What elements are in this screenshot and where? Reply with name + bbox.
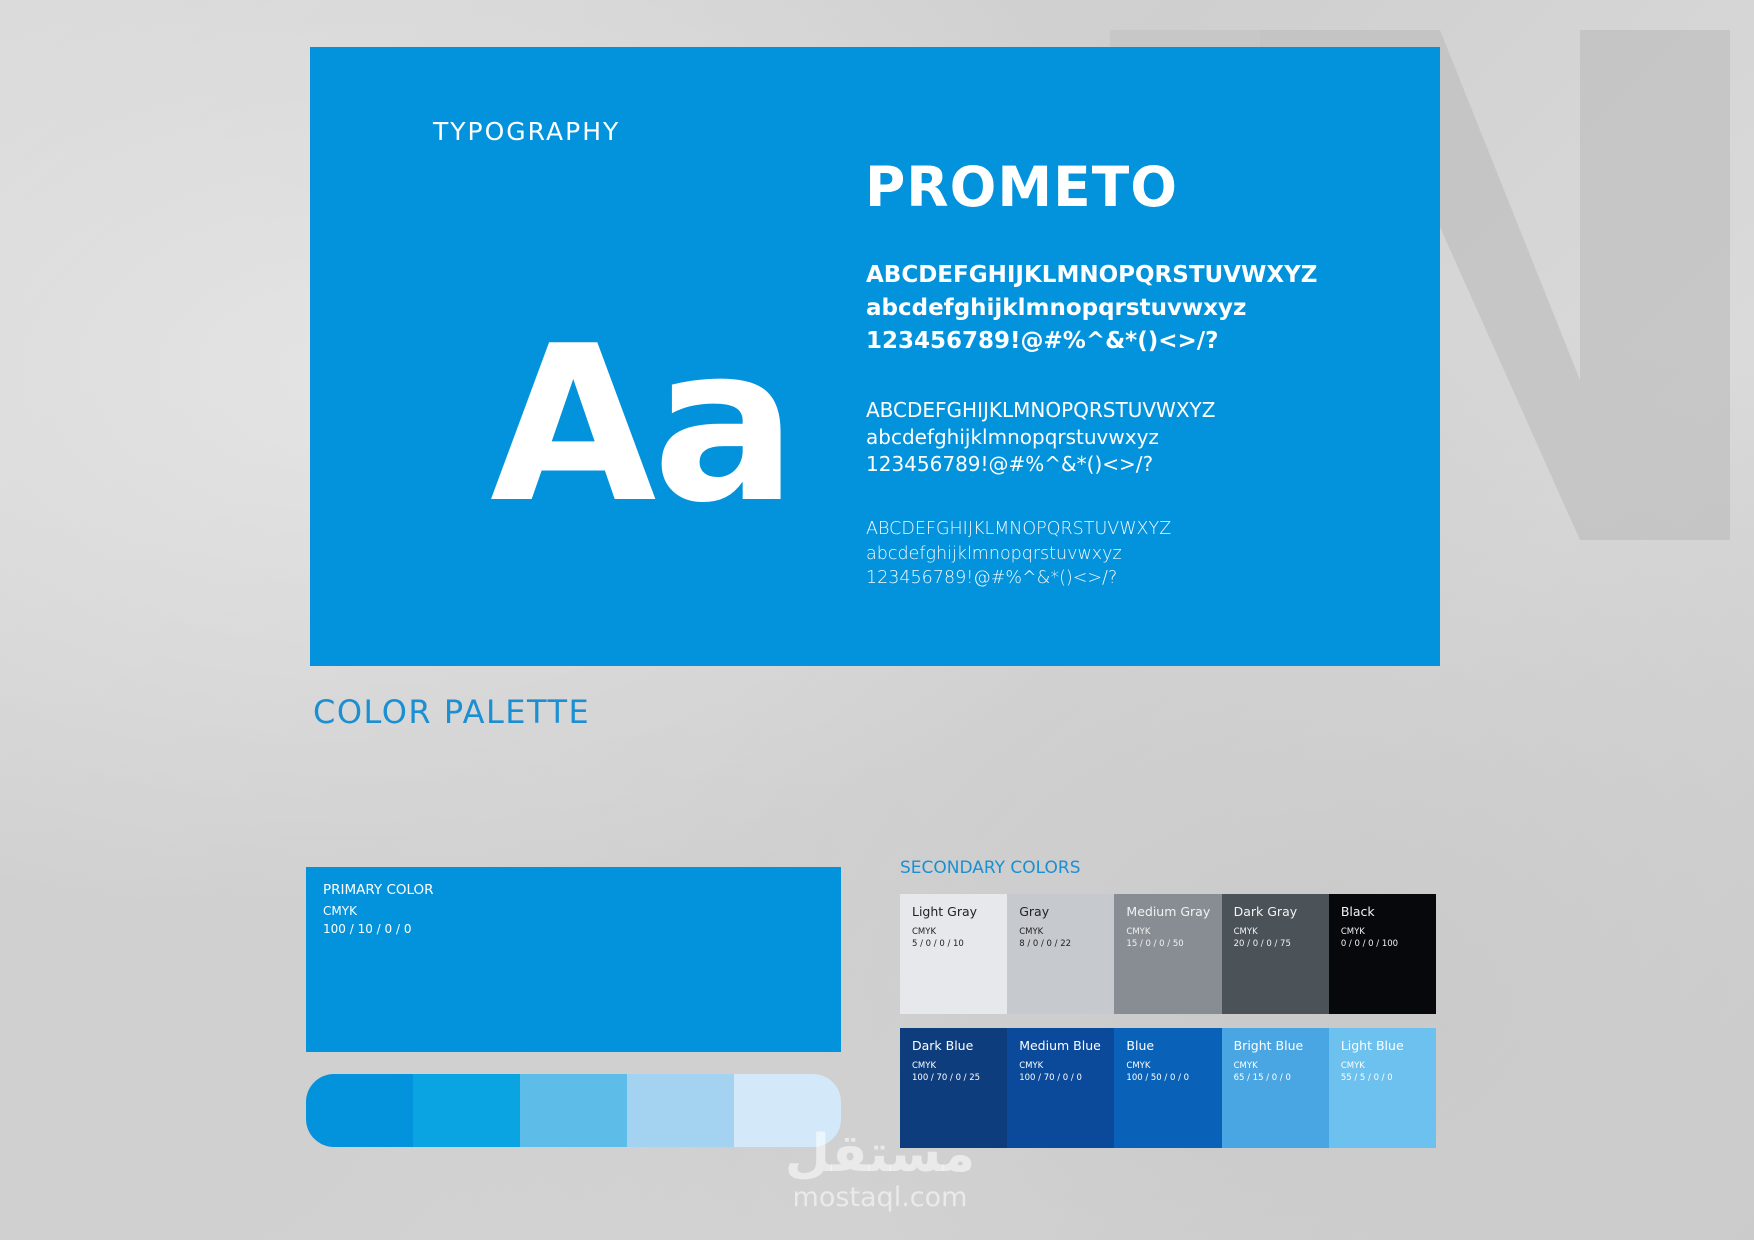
swatch-values: 15 / 0 / 0 / 50: [1126, 939, 1184, 949]
swatch-model: CMYK: [1019, 1061, 1044, 1071]
swatch-name: Light Gray: [912, 904, 978, 919]
swatch-model: CMYK: [1233, 1061, 1258, 1071]
swatch-name: Light Blue: [1340, 1038, 1404, 1053]
swatch-name: Black: [1340, 904, 1375, 919]
primary-tint-strip: [306, 1074, 841, 1147]
swatch-model: CMYK: [1126, 1061, 1151, 1071]
swatch-values: 100 / 50 / 0 / 0: [1126, 1073, 1190, 1083]
color-swatch: [1222, 1028, 1329, 1148]
swatch-model: CMYK: [1126, 927, 1151, 937]
color-swatch: [1114, 1028, 1221, 1148]
sample-bold-symbols: 123456789!@#%^&*()<>/?: [866, 328, 1219, 354]
tint-swatch: [413, 1074, 520, 1147]
sample-bold-uppercase: ABCDEFGHIJKLMNOPQRSTUVWXYZ: [866, 262, 1318, 288]
swatch-values: 0 / 0 / 0 / 100: [1340, 939, 1399, 949]
sample-bold-lowercase: abcdefghijklmnopqrstuvwxyz: [866, 295, 1247, 321]
color-swatch: [1329, 894, 1436, 1014]
color-swatch: [1114, 894, 1221, 1014]
secondary-colors-title: SECONDARY COLORS: [900, 858, 1081, 878]
swatch-name: Dark Gray: [1233, 904, 1298, 919]
swatch-values: 5 / 0 / 0 / 10: [912, 939, 964, 949]
primary-color-title: PRIMARY COLOR: [323, 882, 434, 898]
watermark-arabic: مستقل: [784, 1124, 976, 1184]
sample-regular: [866, 397, 1215, 478]
sample-light-lowercase: abcdefghijklmnopqrstuvwxyz: [866, 543, 1122, 564]
swatch-name: Gray: [1019, 904, 1050, 919]
swatch-model: CMYK: [1233, 927, 1258, 937]
swatch-model: CMYK: [1340, 1061, 1365, 1071]
color-swatch: [900, 894, 1007, 1014]
swatch-model: CMYK: [1019, 927, 1044, 937]
color-palette-title: COLOR PALETTE: [313, 693, 591, 731]
sample-regular-symbols: 123456789!@#%^&*()<>/?: [866, 452, 1154, 476]
swatch-name: Blue: [1126, 1038, 1155, 1053]
swatch-values: 100 / 70 / 0 / 25: [912, 1073, 981, 1083]
tint-swatch: [306, 1074, 413, 1147]
swatch-name: Dark Blue: [912, 1038, 974, 1053]
typography-label: TYPOGRAPHY: [433, 117, 621, 146]
swatch-name: Medium Gray: [1126, 904, 1211, 919]
swatch-name: Bright Blue: [1233, 1038, 1304, 1053]
sample-light: [866, 517, 1171, 591]
font-name: PROMETO: [865, 155, 1178, 219]
swatch-model: CMYK: [912, 927, 937, 937]
sample-light-uppercase: ABCDEFGHIJKLMNOPQRSTUVWXYZ: [866, 519, 1172, 539]
watermark-latin: mostaql.com: [792, 1182, 968, 1213]
typography-panel: [310, 47, 1440, 666]
color-swatch: [1007, 894, 1114, 1014]
swatch-values: 55 / 5 / 0 / 0: [1340, 1073, 1393, 1083]
swatch-values: 100 / 70 / 0 / 0: [1019, 1073, 1082, 1083]
swatch-values: 65 / 15 / 0 / 0: [1233, 1073, 1291, 1083]
swatch-model: CMYK: [912, 1061, 937, 1071]
sample-bold: [866, 259, 1317, 358]
color-swatch: [1329, 1028, 1436, 1148]
font-specimen: Aa: [490, 299, 794, 550]
color-swatch: [1222, 894, 1329, 1014]
primary-color-values: 100 / 10 / 0 / 0: [323, 922, 412, 936]
secondary-gray-row: [900, 894, 1436, 1014]
color-swatch: [1007, 1028, 1114, 1148]
watermark-logo: [770, 1125, 990, 1215]
swatch-values: 20 / 0 / 0 / 75: [1233, 939, 1291, 949]
swatch-values: 8 / 0 / 0 / 22: [1019, 939, 1072, 949]
tint-swatch: [627, 1074, 734, 1147]
sample-light-symbols: 123456789!@#%^&*()<>/?: [866, 568, 1118, 588]
swatch-name: Medium Blue: [1019, 1038, 1101, 1053]
sample-regular-lowercase: abcdefghijklmnopqrstuvwxyz: [866, 425, 1159, 449]
swatch-model: CMYK: [1340, 927, 1365, 937]
primary-color-swatch: [306, 867, 841, 1052]
sample-regular-uppercase: ABCDEFGHIJKLMNOPQRSTUVWXYZ: [866, 398, 1216, 422]
primary-color-model: CMYK: [323, 904, 357, 918]
tint-swatch: [520, 1074, 627, 1147]
